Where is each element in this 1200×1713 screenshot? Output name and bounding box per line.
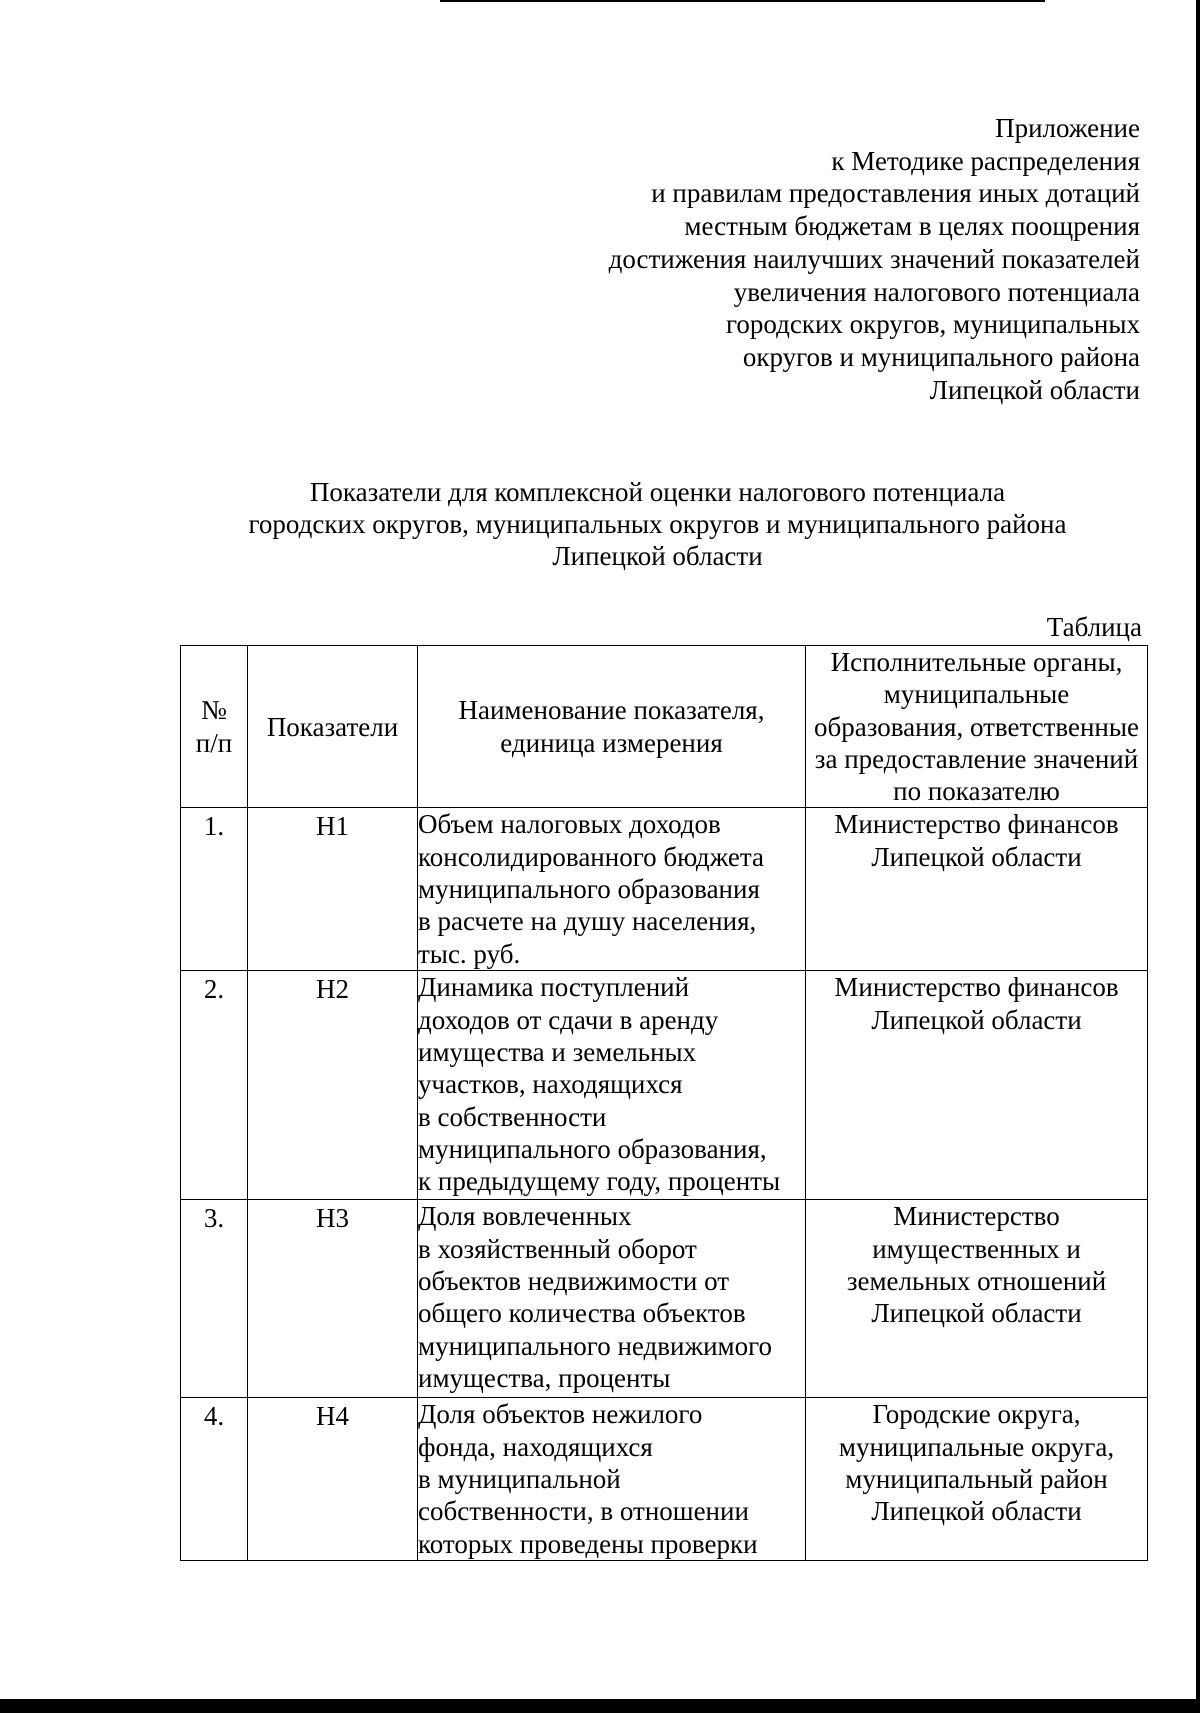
row-number: 4. [181, 1398, 248, 1561]
org-line: Министерство финансов [834, 972, 1119, 1003]
table-row [181, 1398, 1148, 1561]
table-row [181, 808, 1148, 971]
name-line: имущества, проценты [418, 1362, 671, 1393]
header-num [181, 646, 248, 808]
appendix-line: к Методике распределения [831, 145, 1140, 176]
org-line: Липецкой области [871, 1004, 1082, 1035]
table-row [181, 971, 1148, 1200]
scan-line [440, 0, 595, 2]
header-indicators: Показатели [248, 646, 418, 808]
name-line: в расчете на душу населения, [418, 906, 757, 937]
name-line: участков, находящихся [418, 1069, 683, 1100]
appendix-line: достижения наилучших значений показателей [608, 243, 1140, 274]
row-org [806, 971, 1148, 1200]
name-line: консолидированного бюджета [418, 841, 765, 872]
header-org-line: по показателю [893, 776, 1060, 807]
name-line: к предыдущему году, проценты [418, 1166, 781, 1197]
name-line: имущества и земельных [418, 1037, 697, 1068]
row-name [418, 971, 806, 1200]
name-line: Доля вовлеченных [418, 1201, 632, 1232]
header-name [418, 646, 806, 808]
appendix-line: городских округов, муниципальных [725, 309, 1140, 340]
name-line: тыс. руб. [418, 938, 521, 969]
header-name-line: единица измерения [500, 727, 723, 758]
row-name [418, 1398, 806, 1561]
name-line: в муниципальной [418, 1464, 621, 1495]
table-row [181, 1200, 1148, 1398]
row-org [806, 808, 1148, 971]
row-number: 1. [181, 808, 248, 971]
header-org-line: Исполнительные органы, [830, 647, 1123, 677]
right-scan-border [1196, 0, 1200, 1713]
org-line: имущественных и [872, 1233, 1081, 1264]
name-line: муниципального образования, [418, 1133, 767, 1164]
scan-line [575, 0, 1045, 2]
org-line: земельных отношений [846, 1266, 1107, 1297]
title-line: Показатели для комплексной оценки налогового потенциала [309, 477, 1006, 507]
bottom-scan-border [0, 1699, 1200, 1713]
org-line: Министерство [893, 1201, 1060, 1232]
row-name [418, 808, 806, 971]
header-org-line: за предоставление значений [814, 743, 1139, 774]
row-org [806, 1398, 1148, 1561]
row-name [418, 1200, 806, 1398]
header-org-line: муниципальные [883, 679, 1070, 710]
name-line: в собственности [418, 1101, 607, 1132]
name-line: доходов от сдачи в аренду [418, 1004, 719, 1035]
name-line: Объем налоговых доходов [418, 809, 721, 840]
name-line: в хозяйственный оборот [418, 1233, 697, 1264]
top-scan-lines [0, 0, 1200, 6]
name-line: объектов недвижимости от [418, 1266, 730, 1297]
org-line: Липецкой области [871, 841, 1082, 872]
row-code: Н1 [248, 808, 418, 971]
name-line: муниципального недвижимого [418, 1330, 773, 1361]
row-code: Н2 [248, 971, 418, 1200]
name-line: которых проведены проверки [418, 1528, 758, 1559]
appendix-line: Приложение [995, 113, 1140, 143]
name-line: Доля объектов нежилого [418, 1399, 703, 1430]
name-line: фонда, находящихся [418, 1431, 653, 1462]
appendix-line: Липецкой области [929, 374, 1140, 405]
org-line: муниципальный район [845, 1464, 1108, 1495]
name-line: общего количества объектов [418, 1298, 746, 1329]
appendix-line: местным бюджетам в целях поощрения [684, 211, 1140, 242]
table-header-row [181, 646, 1148, 808]
row-code: Н3 [248, 1200, 418, 1398]
appendix-line: и правилам предоставления иных дотаций [651, 178, 1140, 209]
org-line: Липецкой области [871, 1496, 1082, 1527]
row-number: 2. [181, 971, 248, 1200]
name-line: муниципального образования [418, 874, 760, 905]
org-line: Городские округа, [872, 1399, 1081, 1430]
header-org [806, 646, 1148, 808]
org-line: Министерство финансов [834, 809, 1119, 840]
header-name-line: Наименование показателя, [458, 695, 765, 726]
header-num-line: № [201, 695, 227, 726]
appendix-line: округов и муниципального района [742, 341, 1140, 372]
org-line: Липецкой области [871, 1298, 1082, 1329]
row-code: Н4 [248, 1398, 418, 1561]
name-line: Динамика поступлений [418, 972, 690, 1003]
row-org [806, 1200, 1148, 1398]
appendix-line: увеличения налогового потенциала [733, 276, 1140, 307]
document-title [160, 476, 1155, 572]
indicators-table [180, 645, 1148, 1561]
title-line: Липецкой области [552, 541, 763, 571]
name-line: собственности, в отношении [418, 1496, 749, 1527]
title-line: городских округов, муниципальных округов и муниципального района [248, 509, 1067, 539]
appendix-header [520, 112, 1140, 406]
header-org-line: образования, ответственные [814, 711, 1139, 742]
header-num-line: п/п [195, 727, 233, 758]
org-line: муниципальные округа, [838, 1431, 1115, 1462]
row-number: 3. [181, 1200, 248, 1398]
table-caption: Таблица [1046, 612, 1142, 642]
